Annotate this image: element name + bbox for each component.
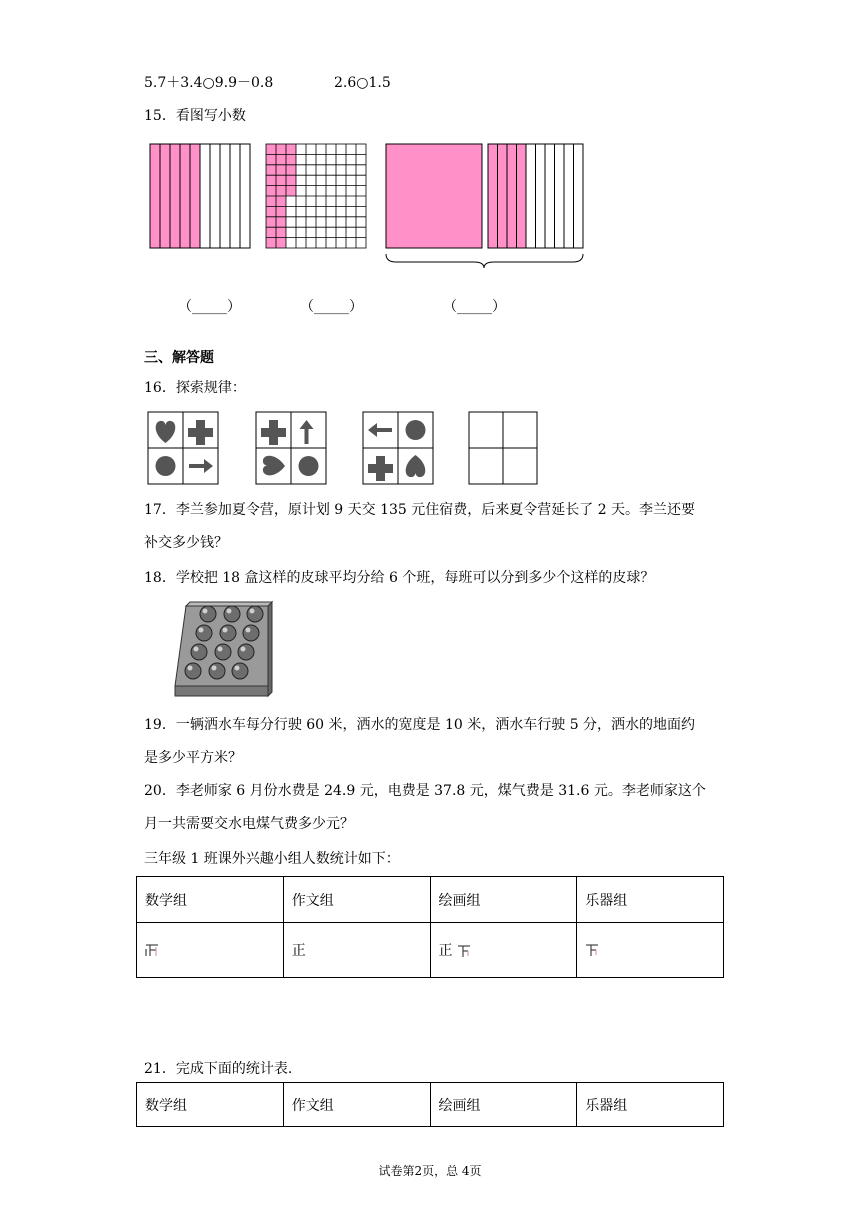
tally-header-math: 数学组 [137, 877, 284, 923]
tally-mark: 正 [291, 943, 306, 959]
tally-mark: 正 [438, 943, 453, 959]
tally-drawing [430, 923, 577, 978]
q18-text: 18．学校把 18 盒这样的皮球平均分给 6 个班，每班可以分到多少个这样的皮球？ [144, 570, 655, 586]
summary-header-writing: 作文组 [283, 1083, 430, 1127]
summary-header-drawing: 绘画组 [430, 1083, 577, 1127]
survey-intro: 三年级 1 班课外兴趣小组人数统计如下： [144, 851, 400, 867]
q17-line-2: 补交多少钱？ [144, 535, 228, 551]
tally-mark-3-icon [457, 944, 471, 958]
page-footer: 试卷第2页，总 4页 [378, 1164, 482, 1178]
tally-writing [283, 923, 430, 978]
q15-blank-3[interactable]: （_____） [443, 299, 506, 315]
tally-math [137, 923, 284, 978]
tally-table [136, 876, 724, 978]
q19-line-1: 19．一辆洒水车每分行驶 60 米，洒水的宽度是 10 米，洒水车行驶 5 分，洒水的地面约 [144, 717, 696, 733]
q15-blank-1[interactable]: （_____） [178, 299, 241, 315]
q16-title: 16．探索规律： [144, 380, 246, 396]
tally-header-drawing: 绘画组 [430, 877, 577, 923]
q20-line-2: 月一共需要交水电煤气费多少元？ [144, 816, 354, 832]
tally-instrument [577, 923, 724, 978]
section-title: 三、解答题 [144, 350, 214, 366]
tally-header-writing: 作文组 [283, 877, 430, 923]
q20-line-1: 20．李老师家 6 月份水费是 24.9 元，电费是 37.8 元，煤气费是 31.6 元。李老师家这个 [144, 783, 706, 799]
summary-table [136, 1082, 724, 1127]
summary-header-math: 数学组 [137, 1083, 284, 1127]
summary-header-instrument: 乐器组 [577, 1083, 724, 1127]
q21-title: 21．完成下面的统计表. [144, 1061, 293, 1077]
q19-line-2: 是多少平方米？ [144, 750, 242, 766]
q17-line-1: 17．李兰参加夏令营，原计划 9 天交 135 元住宿费，后来夏令营延长了 2 天。李兰还要 [144, 502, 696, 518]
tally-mark-3-icon [585, 943, 599, 957]
q14-expr-2: 2.6○1.5 [334, 75, 391, 91]
q14-expr-1: 5.7＋3.4○9.9－0.8 [144, 75, 274, 91]
q15-blank-2[interactable]: （_____） [300, 299, 363, 315]
q15-title: 15．看图写小数 [144, 108, 246, 124]
tally-mark-4-icon [145, 943, 159, 957]
tally-header-instrument: 乐器组 [577, 877, 724, 923]
